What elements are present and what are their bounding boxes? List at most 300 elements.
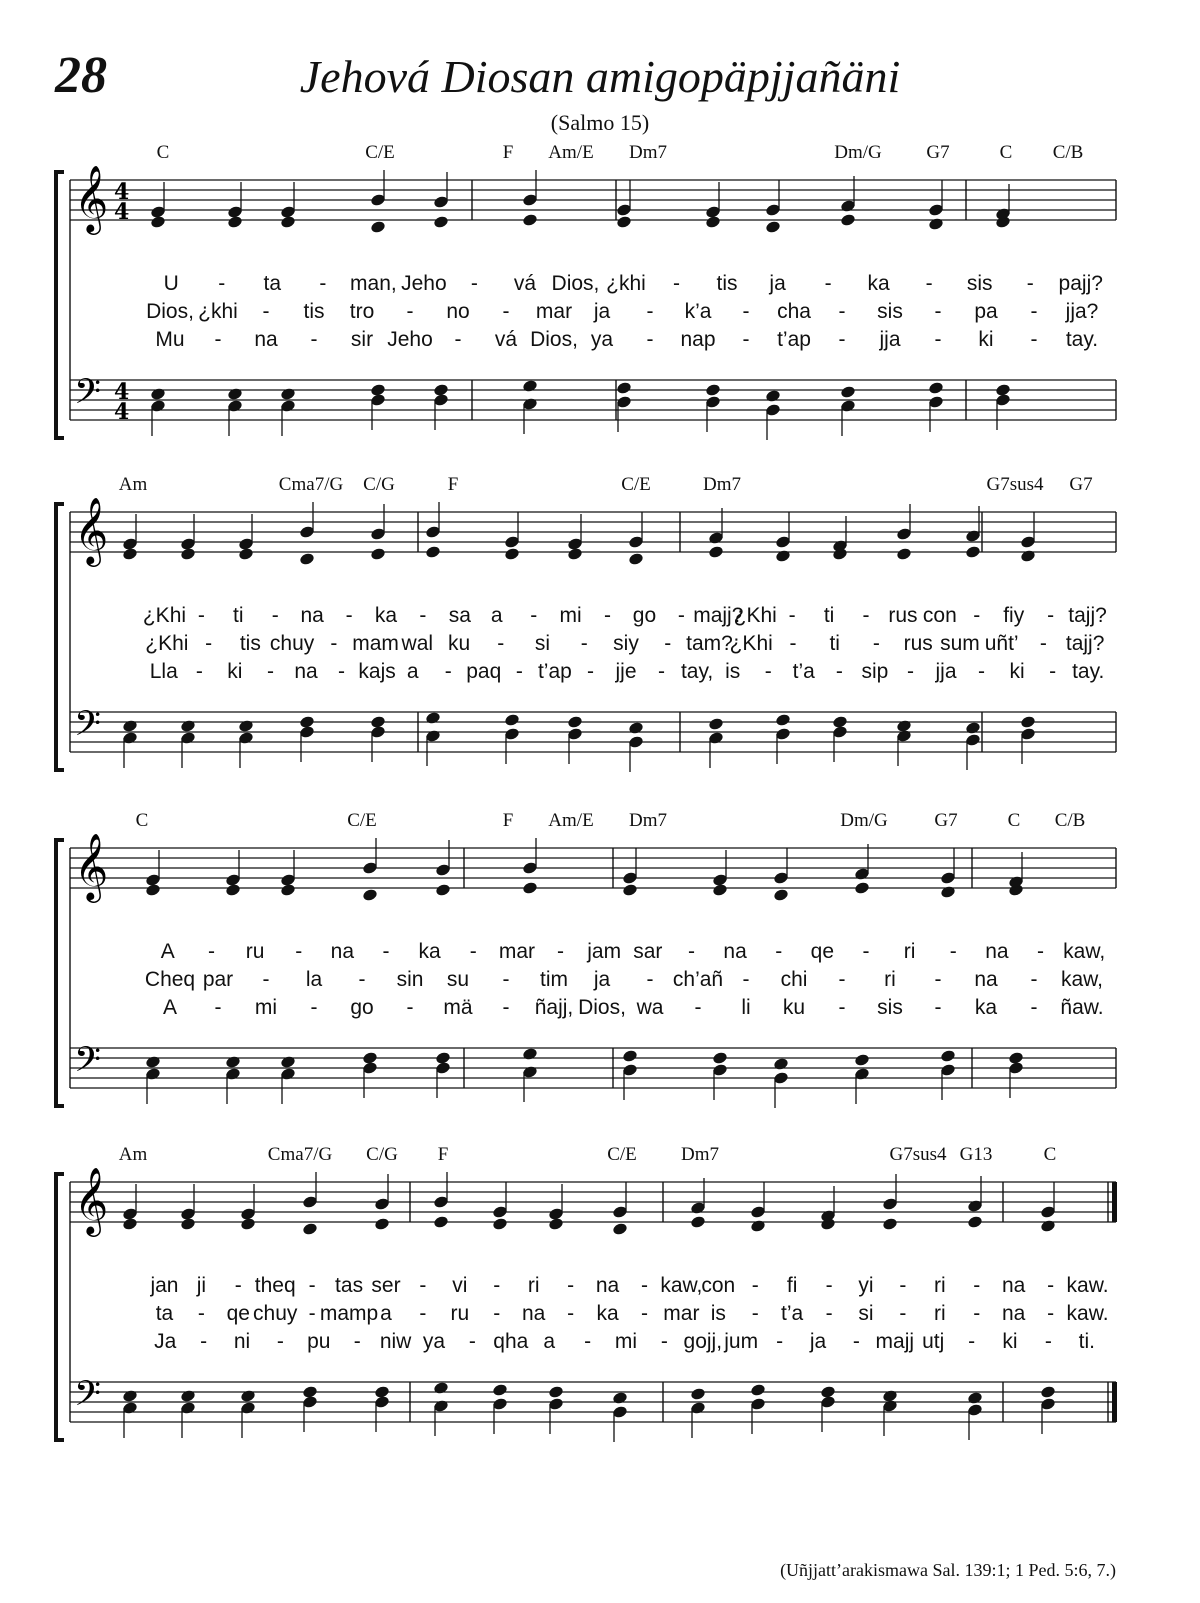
lyric-syllable: vá [494, 328, 518, 351]
lyric-syllable: rus [903, 632, 933, 655]
bass-notehead [840, 385, 856, 399]
syllable-hyphen: - [673, 272, 681, 295]
lyric-syllable: sis [966, 272, 993, 295]
bass-notehead [628, 721, 644, 735]
chord-symbol: G7 [1069, 474, 1093, 495]
bass-notehead [1040, 1385, 1056, 1399]
bass-notehead [967, 1391, 983, 1405]
lyric-syllable: ri [934, 1274, 946, 1297]
lyric-syllable: sis [877, 300, 903, 323]
syllable-hyphen: - [751, 1274, 759, 1297]
treble-notehead [1020, 549, 1036, 563]
syllable-hyphen: - [469, 940, 477, 963]
chord-symbol: F [447, 474, 459, 495]
treble-notehead [433, 1215, 449, 1229]
syllable-hyphen: - [838, 996, 846, 1019]
lyric-syllable: Dios, [146, 300, 194, 323]
bass-notehead [750, 1383, 766, 1397]
lyric-syllable: ti. [1078, 1330, 1095, 1353]
treble-notehead [967, 1215, 983, 1229]
time-signature-digit: 4 [114, 199, 130, 225]
syllable-hyphen: - [862, 604, 870, 627]
syllable-hyphen: - [271, 604, 279, 627]
syllable-hyphen: - [789, 632, 797, 655]
treble-notehead [622, 883, 638, 897]
lyric-syllable: tis [716, 272, 738, 295]
syllable-hyphen: - [308, 1302, 316, 1325]
lyric-syllable: kaw, [660, 1274, 703, 1297]
syllable-hyphen: - [502, 300, 510, 323]
syllable-hyphen: - [899, 1302, 907, 1325]
syllable-hyphen: - [319, 272, 327, 295]
syllable-hyphen: - [493, 1274, 501, 1297]
lyric-syllable: jja [935, 660, 957, 683]
lyric-syllable: pu [307, 1330, 331, 1353]
lyric-syllable: cha [777, 300, 811, 323]
treble-notehead [302, 1222, 318, 1236]
syllable-hyphen: - [382, 940, 390, 963]
syllable-hyphen: - [406, 300, 414, 323]
lyric-syllable: majj? [693, 604, 744, 627]
lyric-syllable: tim [540, 968, 568, 991]
lyric-syllable: ¿Khi [729, 632, 773, 655]
lyric-line-verse-2 [106, 300, 1116, 326]
lyric-syllable: na [254, 328, 278, 351]
lyric-syllable: tam? [686, 632, 733, 655]
system-bracket [56, 840, 64, 1106]
syllable-hyphen: - [468, 1330, 476, 1353]
lyric-syllable: su [446, 968, 470, 991]
treble-notehead [370, 220, 386, 234]
syllable-hyphen: - [1047, 1302, 1055, 1325]
scripture-reference: (Uñjjatt’arakismawa Sal. 139:1; 1 Ped. 5:6, 7.) [780, 1560, 1116, 1580]
treble-notehead [750, 1219, 766, 1233]
lyric-syllable: con [701, 1274, 736, 1297]
bass-notehead [370, 383, 386, 397]
chord-symbol: Dm/G [840, 810, 888, 831]
chord-symbol: C [999, 142, 1013, 163]
lyric-syllable: mamp [319, 1302, 379, 1325]
syllable-hyphen: - [906, 660, 914, 683]
bass-clef-icon: 𝄢 [74, 1373, 102, 1422]
lyric-syllable: ka [374, 604, 398, 627]
treble-notehead [708, 545, 724, 559]
chord-symbol: G7sus4 [889, 1144, 947, 1165]
syllable-hyphen: - [973, 604, 981, 627]
syllable-hyphen: - [1030, 328, 1038, 351]
lyric-syllable: tay. [1072, 660, 1105, 683]
lyric-syllable: Cheq [144, 968, 196, 991]
syllable-hyphen: - [419, 604, 427, 627]
treble-clef-icon: 𝄞 [74, 164, 109, 232]
syllable-hyphen: - [899, 1274, 907, 1297]
bass-notehead [705, 383, 721, 397]
syllable-hyphen: - [1037, 940, 1045, 963]
chord-symbol: Am [118, 474, 148, 495]
chord-symbol: Am/E [548, 142, 594, 163]
treble-notehead [690, 1215, 706, 1229]
bass-notehead [882, 1389, 898, 1403]
lyric-syllable: wal [401, 632, 434, 655]
lyric-syllable: nap [680, 328, 716, 351]
lyric-syllable: uñt’ [984, 632, 1019, 655]
lyric-syllable: fi [786, 1274, 798, 1297]
lyric-syllable: a [543, 1330, 556, 1353]
lyric-syllable: qe [226, 1302, 250, 1325]
syllable-hyphen: - [308, 1274, 316, 1297]
lyric-syllable: sip [861, 660, 889, 683]
syllable-hyphen: - [502, 968, 510, 991]
treble-notehead [374, 1217, 390, 1231]
treble-notehead [775, 549, 791, 563]
system-bracket [56, 1174, 64, 1440]
bass-notehead [522, 1047, 538, 1061]
lyric-syllable: pa [974, 300, 998, 323]
bass-notehead [425, 711, 441, 725]
treble-notehead [504, 547, 520, 561]
lyric-syllable: ¿Khi [145, 632, 189, 655]
lyric-syllable: Jeho [387, 328, 433, 351]
syllable-hyphen: - [207, 940, 215, 963]
chord-symbol: G7 [926, 142, 950, 163]
syllable-hyphen: - [1049, 660, 1057, 683]
system-bracket [56, 504, 64, 770]
treble-notehead [522, 881, 538, 895]
music-system-1 [48, 140, 1128, 440]
lyric-syllable: ¿Khi [142, 604, 187, 627]
lyric-syllable: si [858, 1302, 874, 1325]
lyric-syllable: kaw. [1066, 1274, 1109, 1297]
lyric-syllable: tay, [680, 660, 714, 683]
syllable-hyphen: - [197, 1302, 205, 1325]
lyric-syllable: ja [809, 1330, 827, 1353]
syllable-hyphen: - [838, 300, 846, 323]
lyric-syllable: k’a [684, 300, 712, 323]
lyric-syllable: t’a [792, 660, 815, 683]
syllable-hyphen: - [835, 660, 843, 683]
chord-symbol: C [135, 810, 149, 831]
lyric-syllable: kaw. [1066, 1302, 1109, 1325]
chord-symbol: F [437, 1144, 449, 1165]
syllable-hyphen: - [687, 940, 695, 963]
lyric-syllable: ti [233, 604, 244, 627]
lyric-syllable: A [160, 940, 175, 963]
lyric-syllable: chi [780, 968, 808, 991]
syllable-hyphen: - [353, 1330, 361, 1353]
bass-notehead [1020, 715, 1036, 729]
lyric-syllable: ki [1009, 660, 1025, 683]
chord-symbol: Dm7 [629, 142, 667, 163]
chord-symbol: F [502, 142, 514, 163]
syllable-hyphen: - [567, 1302, 575, 1325]
syllable-hyphen: - [838, 968, 846, 991]
lyric-syllable: a [490, 604, 503, 627]
final-bar-thick [1112, 1382, 1117, 1422]
lyric-syllable: kajs [358, 660, 396, 683]
treble-notehead [940, 885, 956, 899]
bass-notehead [280, 387, 296, 401]
chord-symbol: C/E [347, 810, 377, 831]
chord-symbol: Am [118, 1144, 148, 1165]
syllable-hyphen: - [968, 1330, 976, 1353]
syllable-hyphen: - [567, 1274, 575, 1297]
bass-notehead [965, 721, 981, 735]
lyric-syllable: sum [940, 632, 980, 655]
lyric-syllable: jja [879, 328, 901, 351]
lyric-syllable: t’ap [777, 328, 811, 351]
bass-notehead [180, 719, 196, 733]
lyric-syllable: Mu [155, 328, 185, 351]
bass-notehead [567, 715, 583, 729]
lyric-syllable: tis [303, 300, 325, 323]
lyric-syllable: na [595, 1274, 620, 1297]
bass-notehead [225, 1055, 241, 1069]
lyric-syllable: na [522, 1302, 546, 1325]
lyric-syllable: sin [396, 968, 424, 991]
bass-notehead [122, 719, 138, 733]
lyric-syllable: jja? [1065, 300, 1099, 323]
bass-notehead [940, 1049, 956, 1063]
treble-notehead [765, 220, 781, 234]
lyric-syllable: tis [239, 632, 261, 655]
lyric-syllable: is [725, 660, 741, 683]
lyric-syllable: ¿khi [606, 272, 646, 295]
lyric-line-verse-2 [106, 968, 1116, 994]
chord-symbol: C/E [607, 1144, 637, 1165]
syllable-hyphen: - [310, 328, 318, 351]
lyric-line-verse-1 [106, 940, 1116, 966]
lyric-syllable: sar [633, 940, 663, 963]
lyric-syllable: ki [1002, 1330, 1018, 1353]
lyric-syllable: Dios, [551, 272, 600, 295]
syllable-hyphen: - [586, 660, 594, 683]
lyric-syllable: ka [974, 996, 998, 1019]
syllable-hyphen: - [973, 1302, 981, 1325]
lyric-syllable: ta [155, 1302, 174, 1325]
lyric-syllable: si [534, 632, 551, 655]
syllable-hyphen: - [1047, 1274, 1055, 1297]
lyric-line-verse-1 [106, 1274, 1116, 1300]
syllable-hyphen: - [580, 632, 588, 655]
syllable-hyphen: - [338, 660, 346, 683]
lyric-syllable: tas [335, 1274, 364, 1297]
lyric-syllable: qe [810, 940, 835, 963]
lyric-syllable: ch’añ [672, 968, 724, 991]
lyric-syllable: tajj? [1068, 604, 1107, 627]
chord-symbol: C/E [365, 142, 395, 163]
lyric-syllable: chuy [253, 1302, 298, 1325]
treble-notehead [840, 213, 856, 227]
lyric-syllable: ki [227, 660, 243, 683]
lyric-syllable: ri [934, 1302, 946, 1325]
lyric-syllable: vá [513, 272, 537, 295]
lyric-syllable: ru [245, 940, 265, 963]
syllable-hyphen: - [497, 632, 505, 655]
lyric-syllable: ka [867, 272, 890, 295]
syllable-hyphen: - [934, 968, 942, 991]
syllable-hyphen: - [604, 604, 612, 627]
lyric-syllable: ti [823, 604, 835, 627]
lyric-syllable: Dios, [578, 996, 626, 1019]
chord-symbol: C [156, 142, 170, 163]
syllable-hyphen: - [493, 1302, 501, 1325]
lyric-syllable: t’a [781, 1302, 804, 1325]
bass-clef-icon: 𝄢 [74, 1039, 102, 1088]
bass-notehead [433, 1381, 449, 1395]
bass-notehead [370, 715, 386, 729]
bass-notehead [492, 1383, 508, 1397]
lyric-line-verse-3 [106, 660, 1116, 686]
syllable-hyphen: - [775, 940, 783, 963]
syllable-hyphen: - [751, 1302, 759, 1325]
chord-symbol: C/G [363, 474, 395, 495]
lyric-syllable: theq [254, 1274, 296, 1297]
syllable-hyphen: - [949, 940, 957, 963]
bass-notehead [616, 381, 632, 395]
bass-clef-icon: 𝄢 [74, 703, 102, 752]
lyric-syllable: ñajj, [534, 996, 574, 1019]
bass-notehead [433, 383, 449, 397]
syllable-hyphen: - [925, 272, 933, 295]
treble-notehead [362, 888, 378, 902]
treble-notehead [299, 552, 315, 566]
treble-notehead [628, 552, 644, 566]
lyric-syllable: go [350, 996, 374, 1019]
lyric-syllable: jje [615, 660, 637, 683]
lyric-syllable: jum [724, 1330, 759, 1353]
syllable-hyphen: - [934, 996, 942, 1019]
bass-notehead [145, 1055, 161, 1069]
bass-notehead [708, 717, 724, 731]
music-system-2 [48, 472, 1128, 772]
lyric-syllable: siy [613, 632, 639, 655]
lyric-syllable: mä [443, 996, 473, 1019]
bass-notehead [280, 1055, 296, 1069]
lyric-syllable: kaw, [1063, 940, 1106, 963]
lyric-syllable: pajj? [1058, 272, 1103, 295]
lyric-line-verse-3 [106, 1330, 1116, 1356]
bass-notehead [690, 1387, 706, 1401]
syllable-hyphen: - [234, 1274, 242, 1297]
bass-notehead [150, 387, 166, 401]
syllable-hyphen: - [852, 1330, 860, 1353]
bass-notehead [622, 1049, 638, 1063]
chord-symbol: Cma7/G [267, 1144, 333, 1165]
syllable-hyphen: - [776, 1330, 784, 1353]
music-system-3 [48, 808, 1128, 1108]
lyric-line-verse-1 [106, 272, 1116, 298]
lyric-syllable: ka [596, 1302, 619, 1325]
lyric-syllable: mi [614, 1330, 638, 1353]
bass-notehead [854, 1053, 870, 1067]
lyric-syllable: par [202, 968, 234, 991]
syllable-hyphen: - [1047, 604, 1055, 627]
bass-notehead [227, 387, 243, 401]
lyric-syllable: wa [636, 996, 664, 1019]
lyric-syllable: tay. [1065, 328, 1099, 351]
lyric-syllable: sir [350, 328, 374, 351]
system-bracket [56, 172, 64, 438]
lyric-syllable: ya [590, 328, 614, 351]
lyric-syllable: a [406, 660, 419, 683]
lyric-syllable: sa [448, 604, 471, 627]
bass-notehead [995, 383, 1011, 397]
bass-notehead [832, 715, 848, 729]
bass-notehead [765, 389, 781, 403]
lyric-syllable: go [632, 604, 657, 627]
lyric-syllable: ya [422, 1330, 446, 1353]
bass-notehead [504, 713, 520, 727]
syllable-hyphen: - [764, 660, 772, 683]
lyric-line-verse-3 [106, 328, 1116, 354]
lyric-syllable: con [922, 604, 957, 627]
lyric-syllable: na [330, 940, 355, 963]
lyric-syllable: fiy [1003, 604, 1025, 627]
chord-symbol: Dm/G [834, 142, 882, 163]
syllable-hyphen: - [677, 604, 685, 627]
syllable-hyphen: - [838, 328, 846, 351]
syllable-hyphen: - [419, 1302, 427, 1325]
treble-notehead [522, 213, 538, 227]
lyric-syllable: jam [587, 940, 622, 963]
hymn-subtitle: (Salmo 15) [550, 110, 650, 135]
lyric-syllable: rus [888, 604, 918, 627]
lyric-line-verse-3 [106, 996, 1116, 1022]
lyric-syllable: ru [450, 1302, 470, 1325]
syllable-hyphen: - [640, 1302, 648, 1325]
treble-notehead [773, 888, 789, 902]
bass-notehead [238, 719, 254, 733]
lyric-syllable: ¿khi [198, 300, 238, 323]
treble-notehead [370, 547, 386, 561]
chord-symbol: C [1007, 810, 1021, 831]
chord-symbol: C [1043, 1144, 1057, 1165]
syllable-hyphen: - [345, 604, 353, 627]
lyric-syllable: ja [593, 300, 611, 323]
chord-symbol: G7sus4 [986, 474, 1044, 495]
syllable-hyphen: - [1030, 996, 1038, 1019]
lyric-syllable: jan [150, 1274, 179, 1297]
syllable-hyphen: - [825, 1302, 833, 1325]
bass-notehead [548, 1385, 564, 1399]
lyric-syllable: U [163, 272, 179, 295]
lyric-syllable: mar [663, 1302, 700, 1325]
lyric-syllable: ta [263, 272, 282, 295]
chord-symbol: G7 [934, 810, 958, 831]
syllable-hyphen: - [214, 328, 222, 351]
lyric-syllable: ja [593, 968, 611, 991]
bass-notehead [362, 1051, 378, 1065]
syllable-hyphen: - [742, 968, 750, 991]
lyric-syllable: tajj? [1065, 632, 1105, 655]
syllable-hyphen: - [358, 968, 366, 991]
syllable-hyphen: - [872, 632, 880, 655]
syllable-hyphen: - [218, 272, 226, 295]
chord-symbol: Am/E [548, 810, 594, 831]
lyric-syllable: vi [452, 1274, 468, 1297]
bass-notehead [1008, 1051, 1024, 1065]
bass-notehead [896, 719, 912, 733]
lyric-syllable: sis [877, 996, 903, 1019]
syllable-hyphen: - [262, 968, 270, 991]
syllable-hyphen: - [694, 996, 702, 1019]
lyric-syllable: ji [196, 1274, 207, 1297]
treble-notehead [928, 217, 944, 231]
bass-notehead [299, 715, 315, 729]
lyric-syllable: na [294, 660, 318, 683]
time-signature-digit: 4 [114, 379, 130, 405]
syllable-hyphen: - [515, 660, 523, 683]
